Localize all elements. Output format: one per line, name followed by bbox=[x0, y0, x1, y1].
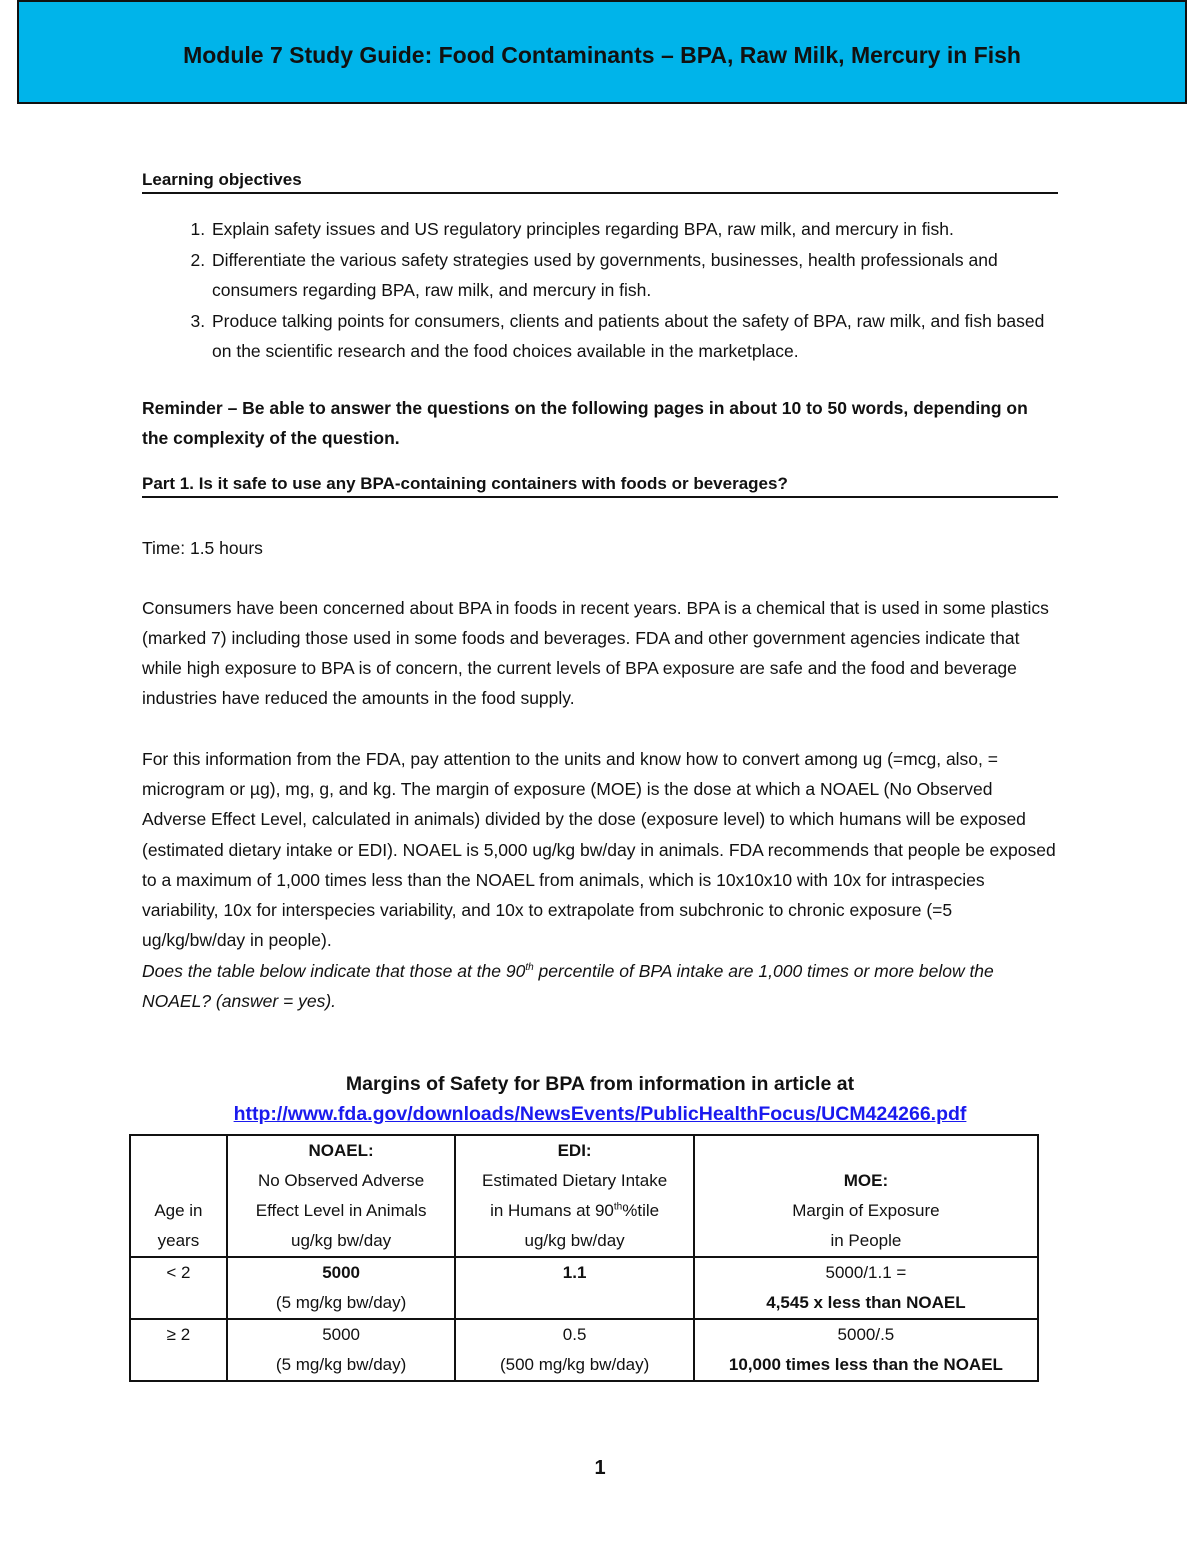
table-row bbox=[130, 1257, 1038, 1319]
cell-age: ≥ 2 bbox=[130, 1319, 227, 1381]
cell-edi: 0.5 (500 mg/kg bw/day) bbox=[455, 1319, 693, 1381]
margin-of-safety-table bbox=[129, 1134, 1039, 1382]
paragraph-fda-units-text: For this information from the FDA, pay attention to the units and know how to convert among ug (=mcg, also, = microgram or µg), mg, g, and kg. The margin of exposure (MOE) is the dose at which a NOAEL (No Observed Adverse Effect Level, calculated in animals) divided by the dose (exposure level) to which humans will be exposed (estimated dietary intake or EDI). NOAEL is 5,000 ug/kg bw/day in animals. FDA recommends that people be exposed to a maximum of 1,000 times less than the NOAEL from animals, which is 10x10x10 with 10x for intraspecies variability, 10x for interspecies variability, and 10x to extrapolate from subchronic to chronic exposure (=5 ug/kg/bw/day in people). bbox=[142, 748, 1056, 951]
table-header-row bbox=[130, 1135, 1038, 1257]
cell-noael: 5000 (5 mg/kg bw/day) bbox=[227, 1319, 456, 1381]
main-content bbox=[142, 170, 1058, 1016]
question-superscript: th bbox=[525, 961, 534, 973]
learning-objectives-heading: Learning objectives bbox=[142, 170, 1058, 194]
reminder-text: Reminder – Be able to answer the questions on the following pages in about 10 to 50 words, depending on the complexity of the question. bbox=[142, 397, 1028, 448]
objectives-list bbox=[142, 214, 1058, 367]
header-moe: MOE: Margin of Exposure in People bbox=[694, 1135, 1038, 1257]
document-title: Module 7 Study Guide: Food Contaminants – BPA, Raw Milk, Mercury in Fish bbox=[183, 42, 1021, 68]
study-question bbox=[142, 956, 1058, 1017]
time-estimate: Time: 1.5 hours bbox=[142, 537, 263, 558]
cell-age: < 2 bbox=[130, 1257, 227, 1319]
objective-item: 3. Produce talking points for consumers, clients and patients about the safety of BPA, raw milk, and fish based on the scientific research and the food choices available in the marketplace. bbox=[210, 306, 1058, 367]
table-caption bbox=[0, 1069, 1200, 1129]
header-age: Age in years bbox=[130, 1135, 227, 1257]
paragraph-fda-units bbox=[142, 744, 1058, 1017]
header-noael: NOAEL: No Observed Adverse Effect Level in Animals ug/kg bw/day bbox=[227, 1135, 456, 1257]
header-band bbox=[17, 0, 1187, 104]
cell-moe: 5000/1.1 = 4,545 x less than NOAEL bbox=[694, 1257, 1038, 1319]
page-number: 1 bbox=[594, 1457, 606, 1479]
objective-item: 2. Differentiate the various safety strategies used by governments, businesses, health professionals and consumers regarding BPA, raw milk, and mercury in fish. bbox=[210, 245, 1058, 306]
cell-moe: 5000/.5 10,000 times less than the NOAEL bbox=[694, 1319, 1038, 1381]
header-edi: EDI: Estimated Dietary Intake in Humans at 90th%tile ug/kg bw/day bbox=[455, 1135, 693, 1257]
question-text-b: percentile of BPA intake are 1,000 times or more below the NOAEL? (answer = yes). bbox=[142, 960, 994, 1012]
fda-article-link[interactable]: http://www.fda.gov/downloads/NewsEvents/PublicHealthFocus/UCM424266.pdf bbox=[233, 1103, 967, 1125]
table-title: Margins of Safety for BPA from information in article at bbox=[345, 1073, 855, 1095]
question-text-a: Does the table below indicate that those at the 90 bbox=[142, 960, 526, 981]
table-row bbox=[130, 1319, 1038, 1381]
objective-item: 1. Explain safety issues and US regulatory principles regarding BPA, raw milk, and mercury in fish. bbox=[210, 214, 1058, 245]
paragraph-bpa-intro: Consumers have been concerned about BPA in foods in recent years. BPA is a chemical that is used in some plastics (marked 7) including those used in some foods and beverages. FDA and other government agencies indicate that while high exposure to BPA is of concern, the current levels of BPA exposure are safe and the food and beverage industries have reduced the amounts in the food supply. bbox=[142, 597, 1049, 709]
cell-edi: 1.1 bbox=[455, 1257, 693, 1319]
cell-noael: 5000 (5 mg/kg bw/day) bbox=[227, 1257, 456, 1319]
part1-heading: Part 1. Is it safe to use any BPA-containing containers with foods or beverages? bbox=[142, 474, 1058, 498]
